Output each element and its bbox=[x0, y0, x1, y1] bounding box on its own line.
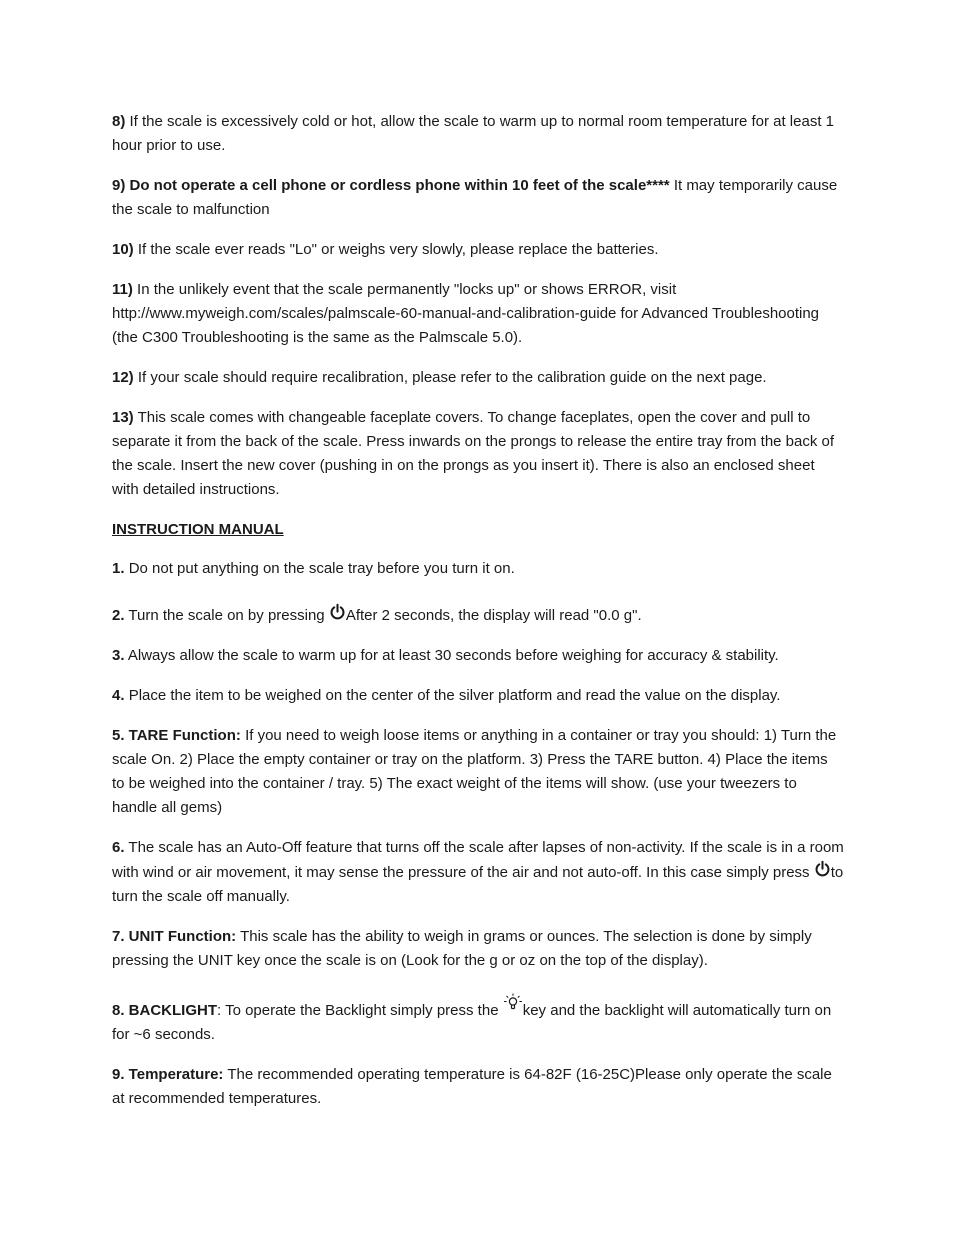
step-text: Do not put anything on the scale tray before you turn it on. bbox=[128, 560, 515, 577]
manual-step-4 bbox=[112, 684, 844, 708]
step-text-continued: After 2 seconds, the display will read "0.0 g". bbox=[345, 607, 642, 624]
power-icon bbox=[814, 860, 831, 878]
item-number: 10) bbox=[112, 241, 134, 258]
troubleshooting-item-11 bbox=[112, 278, 844, 350]
step-number: 4. bbox=[112, 687, 125, 704]
item-number: 8) bbox=[112, 113, 126, 130]
step-number: 6. bbox=[112, 839, 125, 856]
step-number: 1. bbox=[112, 560, 125, 577]
step-text: If you need to weigh loose items or anything in a container or tray you should: 1) Turn the scale On. 2) Place the empty container or tray on the platform. 3) Press the TARE button. 4) Place the items to be weighed into the container / tray. 5) The exact weight of the items will show. (use your tweezers to handle all gems) bbox=[112, 727, 837, 816]
lightbulb-icon bbox=[503, 993, 523, 1013]
item-number: 9) bbox=[112, 177, 126, 194]
item-text: If the scale ever reads "Lo" or weighs very slowly, please replace the batteries. bbox=[137, 241, 659, 258]
troubleshooting-item-12 bbox=[112, 366, 844, 390]
step-label: 5. TARE Function: bbox=[112, 727, 241, 744]
item-text: This scale comes with changeable faceplate covers. To change faceplates, open the cover and pull to separate it from the back of the scale. Press inwards on the prongs to release the entire tray from the back of the scale. Insert the new cover (pushing in on the prongs as you insert it). There is also an enclosed sheet with detailed instructions. bbox=[112, 409, 835, 498]
document-page bbox=[112, 110, 844, 1127]
step-text: The recommended operating temperature is 64-82F (16-25C)Please only operate the scale at recommended temperatures. bbox=[112, 1066, 832, 1107]
item-text: In the unlikely event that the scale permanently "locks up" or shows ERROR, visit http://www.myweigh.com/scales/palmscale-60-manual-and-calibration-guide for Advanced Troubleshooting (the C300 Troubleshooting is the same as the Palmscale 5.0). bbox=[112, 281, 820, 346]
manual-step-1 bbox=[112, 557, 844, 581]
item-text: It may temporarily cause the scale to malfunction bbox=[112, 177, 838, 218]
manual-step-6 bbox=[112, 836, 844, 909]
manual-step-7 bbox=[112, 925, 844, 973]
item-number: 13) bbox=[112, 409, 134, 426]
manual-step-8 bbox=[112, 993, 844, 1047]
step-label: 9. Temperature: bbox=[112, 1066, 224, 1083]
step-text: Always allow the scale to warm up for at least 30 seconds before weighing for accuracy & stability. bbox=[127, 647, 779, 664]
step-number: 2. bbox=[112, 607, 125, 624]
item-warning: Do not operate a cell phone or cordless phone within 10 feet of the scale**** bbox=[129, 177, 670, 194]
troubleshooting-item-8 bbox=[112, 110, 844, 158]
step-label: 8. BACKLIGHT bbox=[112, 1002, 217, 1019]
step-text: Place the item to be weighed on the center of the silver platform and read the value on the display. bbox=[128, 687, 781, 704]
step-text-continued: key and the backlight will automatically turn on for ~6 seconds. bbox=[112, 1002, 832, 1043]
item-text: If the scale is excessively cold or hot, allow the scale to warm up to normal room temperature for at least 1 hour prior to use. bbox=[112, 113, 834, 154]
step-text: This scale has the ability to weigh in grams or ounces. The selection is done by simply pressing the UNIT key once the scale is on (Look for the g or oz on the top of the display). bbox=[112, 928, 812, 969]
item-number: 11) bbox=[112, 281, 133, 298]
item-text: If your scale should require recalibration, please refer to the calibration guide on the next page. bbox=[137, 369, 767, 386]
troubleshooting-item-13 bbox=[112, 406, 844, 502]
item-number: 12) bbox=[112, 369, 134, 386]
manual-step-3 bbox=[112, 644, 844, 668]
manual-step-5 bbox=[112, 724, 844, 820]
step-label: 7. UNIT Function: bbox=[112, 928, 237, 945]
power-icon bbox=[329, 603, 346, 621]
step-text: Turn the scale on by pressing bbox=[128, 607, 325, 624]
manual-step-2 bbox=[112, 603, 844, 628]
step-text: : To operate the Backlight simply press the bbox=[217, 1002, 499, 1019]
step-number: 3. bbox=[112, 647, 125, 664]
troubleshooting-item-9 bbox=[112, 174, 844, 222]
section-heading: INSTRUCTION MANUAL bbox=[112, 521, 284, 538]
troubleshooting-item-10 bbox=[112, 238, 844, 262]
step-text-continued: to turn the scale off manually. bbox=[112, 864, 844, 905]
manual-step-9 bbox=[112, 1063, 844, 1111]
step-text: The scale has an Auto-Off feature that turns off the scale after lapses of non-activity. If the scale is in a room with wind or air movement, it may sense the pressure of the air and not auto-off. In this case simply press bbox=[112, 839, 844, 881]
